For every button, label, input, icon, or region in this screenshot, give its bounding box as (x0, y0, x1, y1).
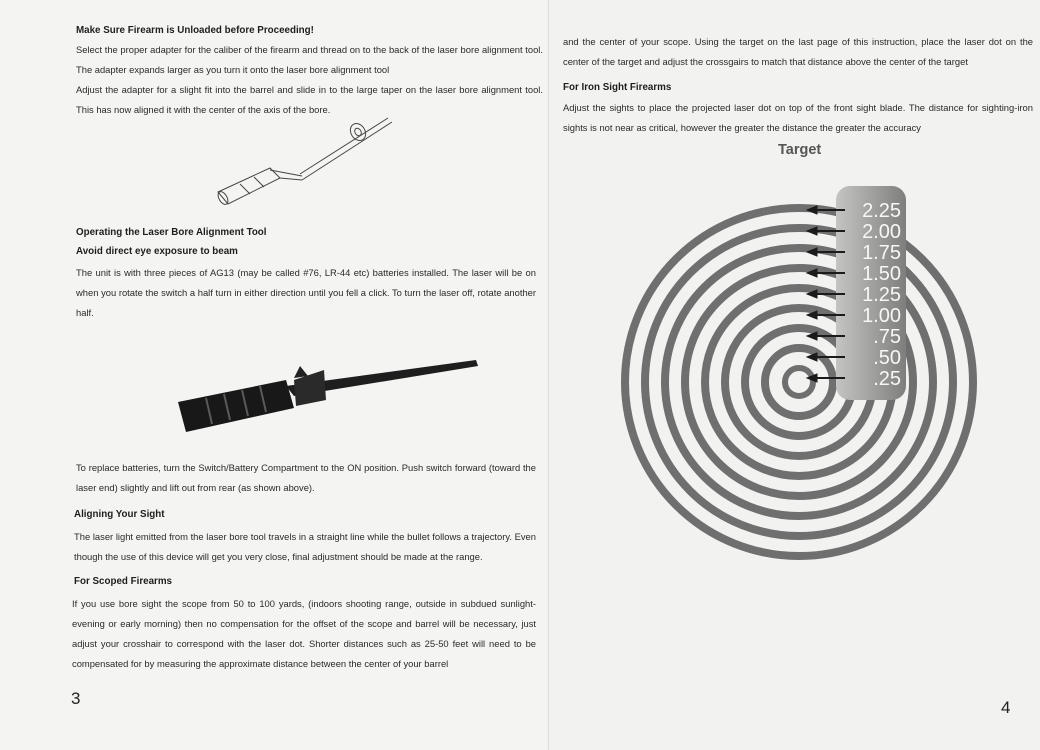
scale-arrow-head (807, 290, 817, 298)
para-continued: and the center of your scope. Using the target on the last page of this instruction, place the laser dot on the center of the target and adjust the crossgairs to match that distance above the center of the target (563, 36, 1033, 67)
scale-label: 1.00 (862, 305, 901, 327)
scale-label: 1.75 (862, 242, 901, 264)
heading-unload: Make Sure Firearm is Unloaded before Proceeding! (76, 25, 314, 36)
heading-aligning: Aligning Your Sight (74, 509, 165, 520)
heading-iron: For Iron Sight Firearms (563, 82, 672, 93)
scale-arrow-head (807, 248, 817, 256)
scale-label: .75 (873, 326, 901, 348)
heading-scoped: For Scoped Firearms (74, 576, 172, 587)
scale-label: 1.25 (862, 284, 901, 306)
scale-label: .25 (873, 368, 901, 390)
target-title: Target (778, 142, 822, 158)
scale-arrow-head (807, 374, 817, 382)
scale-arrow-head (807, 269, 817, 277)
para-aligning: The laser light emitted from the laser bore tool travels in a straight line while the bullet follows a trajectory. Even though the use of this device will get you very close, final adjustment should be made at the range. (74, 531, 536, 562)
para-replace: To replace batteries, turn the Switch/Battery Compartment to the ON position. Push switch forward (toward the laser end) slightly and lift out from rear (as shown above). (76, 462, 536, 493)
scale-label: 2.25 (862, 200, 901, 222)
page-number-right: 4 (1001, 698, 1011, 717)
para-adapter-2: Adjust the adapter for a slight fit into the barrel and slide in to the large taper on the laser bore alignment tool. This has now aligned it with the center of the axis of the bore. (76, 84, 543, 115)
scale-arrow-head (807, 332, 817, 340)
bore-tool-illustration (210, 112, 400, 217)
heading-eye: Avoid direct eye exposure to beam (76, 246, 238, 257)
right-page (549, 0, 1040, 750)
scale-arrow-head (807, 227, 817, 235)
bore-tool-photo (176, 356, 481, 436)
scale-arrow-head (807, 206, 817, 214)
page-number-left: 3 (71, 689, 81, 708)
scale-arrow-head (807, 311, 817, 319)
para-scoped: If you use bore sight the scope from 50 to 100 yards, (indoors shooting range, outside in subdued sunlight-evening or early morning) then no compensation for the offset of the scope and barrel will be necessary, just adjust your crosshair to correspond with the laser dot. Shorter distances such as 25-50 feet will need to be compensated for by measuring the approximate distance between the center of your barrel (72, 598, 536, 669)
scale-arrow-head (807, 353, 817, 361)
para-battery: The unit is with three pieces of AG13 (may be called #76, LR-44 etc) batteries installed. The laser will be on when you rotate the switch a half turn in either direction until you fell a click. To turn the laser off, rotate another half. (76, 267, 536, 318)
target-scale (549, 0, 1040, 750)
para-iron: Adjust the sights to place the projected laser dot on top of the front sight blade. The distance for sighting-iron sights is not near as critical, however the greater the distance the greater the accuracy (563, 102, 1033, 133)
scale-label: .50 (873, 347, 901, 369)
scale-label: 1.50 (862, 263, 901, 285)
heading-operating: Operating the Laser Bore Alignment Tool (76, 227, 267, 238)
scale-label: 2.00 (862, 221, 901, 243)
para-adapter-1: Select the proper adapter for the caliber of the firearm and thread on to the back of the laser bore alignment tool. The adapter expands larger as you turn it onto the laser bore alignment tool (76, 44, 543, 75)
